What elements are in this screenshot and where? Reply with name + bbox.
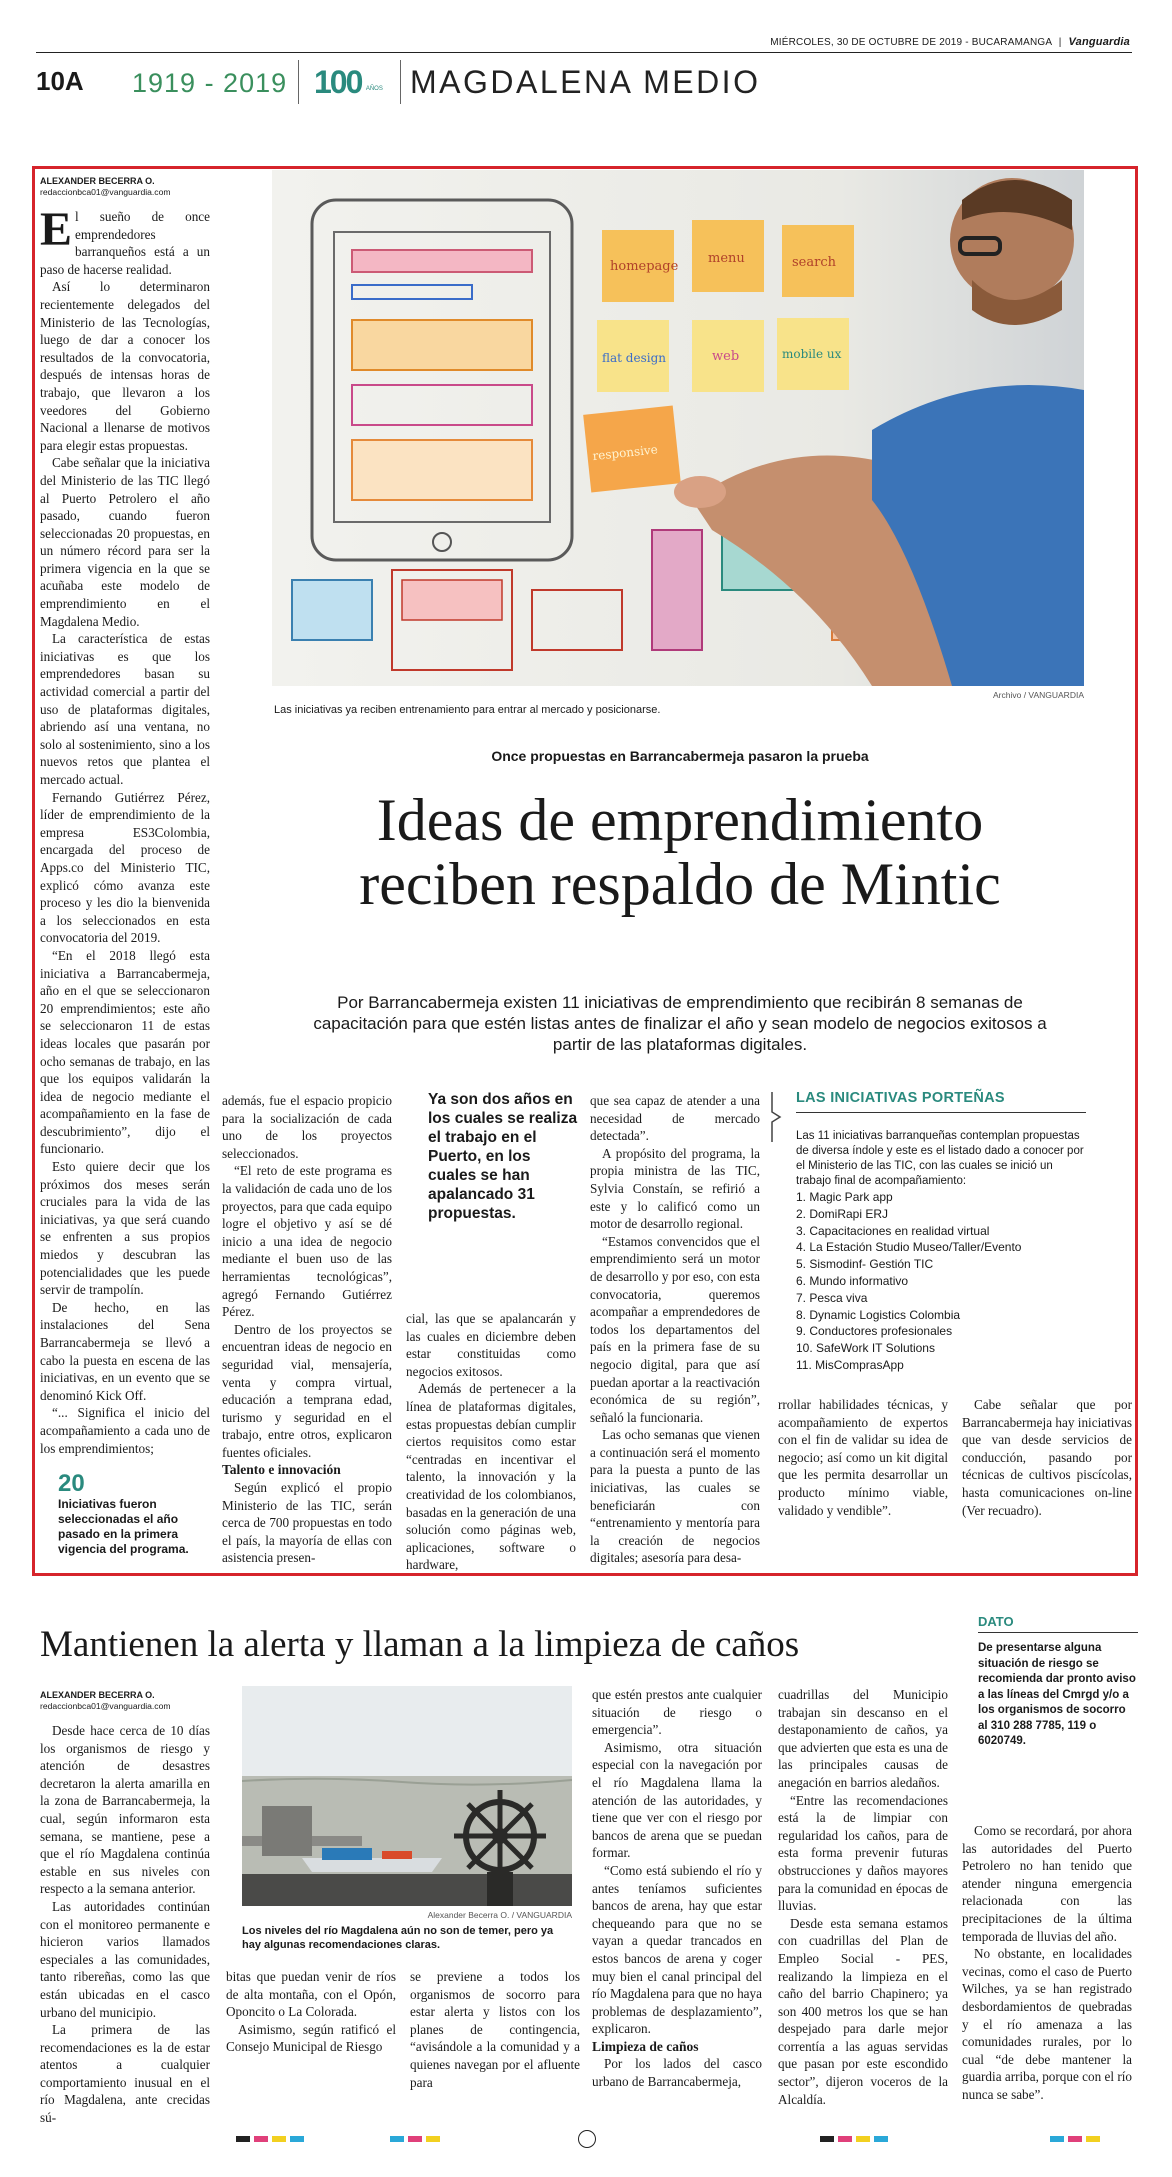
article1-photo <box>272 170 1084 686</box>
stat-number: 20 <box>58 1470 85 1497</box>
print-mark <box>1068 2136 1082 2142</box>
paragraph: Dentro de los proyectos se encuentran ideas de negocio en seguridad vial, mensajería, venta y compra virtual, educación a temprana edad, turismo y seguridad en el trabajo, entre otros, explicaron fuentes oficiales. <box>222 1321 392 1460</box>
article2-byline <box>40 1690 240 1712</box>
paragraph: Las ocho semanas que vienen a continuación será el momento para la puesta a punto de las iniciativas, las cuales se beneficiarán con “entrenamiento y mentoría para la creación de negocios digitales; asesoría para desa- <box>590 1427 760 1566</box>
sticky-note-text: web <box>712 349 740 364</box>
paragraph: que estén prestos ante cualquier situación de riesgo o emergencia”. <box>592 1687 762 1738</box>
sticky-note-text: mobile ux <box>782 347 842 361</box>
paragraph: “Entre las recomendaciones está la de limpiar con regularidad los caños, para de esta forma prevenir futuras obstrucciones y daños mayores para la comunidad en épocas de lluvias. <box>778 1792 948 1914</box>
paragraph: Además de pertenecer a la línea de plataformas digitales, estas propuestas debían cumplir ciertos requisitos como estar “centradas en incentivar el talento, la innovación y la creatividad de los colombianos, basadas en la generación de una solución como páginas web, aplicaciones, software o hardware, <box>406 1381 576 1573</box>
article1-col4 <box>590 1092 760 1567</box>
article2-photo-caption: Los niveles del río Magdalena aún no son de temer, pero ya hay algunas recomendaciones claras. <box>242 1925 554 1951</box>
paragraph: Asimismo, otra situación especial con la navegación por el río Magdalena llama la atención de las autoridades, y tiene que ver con el riesgo por bancos de arena que se puedan formar. <box>592 1739 762 1861</box>
brand-name: Vanguardia <box>1068 36 1130 48</box>
paragraph: “El reto de este programa es la validación de cada uno de los proyectos, para que cada equipo logre el objetivo y así se dé inicio a una idea de negocio mediante el buen uso de las herramientas tecnológicas”, agregó Fernando Gutiérrez Pérez. <box>222 1163 392 1320</box>
print-mark <box>820 2136 834 2142</box>
article1-col6 <box>962 1396 1132 1519</box>
paragraph: l sueño de once emprendedores barranqueños está a un paso de hacerse realidad. <box>40 209 210 277</box>
article2-col3 <box>410 1968 580 2091</box>
box-bracket-icon <box>766 1090 786 1144</box>
print-mark <box>254 2136 268 2142</box>
article2-col6 <box>962 1822 1132 2104</box>
photo-caption: Las iniciativas ya reciben entrenamiento para entrar al mercado y posicionarse. <box>274 704 661 716</box>
masthead-divider <box>298 60 299 104</box>
paragraph: A propósito del programa, la propia ministra de las TIC, Sylvia Constaín, se refirió a este y lo calificó como un motor de desarrollo regional. <box>590 1145 760 1232</box>
print-mark <box>290 2136 304 2142</box>
article2-col5 <box>778 1686 948 2108</box>
sticky-note-text: responsive <box>591 442 659 464</box>
river-photo-illustration <box>242 1686 572 1906</box>
headline-line-2: reciben respaldo de Mintic <box>359 851 1001 917</box>
list-item: 5. Sismodinf- Gestión TIC <box>796 1257 934 1272</box>
paragraph: que sea capaz de atender a una necesidad de mercado detectada”. <box>590 1093 760 1144</box>
paragraph: Desde hace cerca de 10 días los organismos de riesgo y atención de desastres decretaron la alerta amarilla en la zona de Barrancabermeja, la cual, según informaron esta semana, se mantiene, pese a que el río Magdalena continúa estable en sus niveles con respecto a la semana anterior. <box>40 1723 210 1897</box>
anniversary-small: AÑOS <box>365 85 383 92</box>
drop-cap: E <box>40 203 73 256</box>
article2-col2 <box>226 1968 396 2056</box>
paragraph: Según explicó el propio Ministerio de las TIC, serán cerca de 700 propuestas en todo el país, la mayoría de ellas con asistencia presen- <box>222 1480 392 1566</box>
lead-paragraph: Por Barrancabermeja existen 11 iniciativas de emprendimiento que recibirán 8 semanas de capacitación para que estén listas antes de finalizar el año y sean modelo de negocios exitosos a partir de las plataformas digitales. <box>313 993 1047 1054</box>
registration-mark-icon <box>578 2130 596 2148</box>
list-item: 6. Mundo informativo <box>796 1273 909 1288</box>
list-item: 4. La Estación Studio Museo/Taller/Evento <box>796 1240 1022 1255</box>
article1-col2 <box>222 1092 392 1567</box>
dato-title: DATO <box>978 1614 1138 1633</box>
paragraph: “Como está subiendo el río y antes teníamos suficientes bancos de arena, hay que estar chequeando para que no se vayan a quedar trancados en estos bancos de arena y coger muy bien el canal principal del río Magdalena para que no haya problemas de desplazamiento”, explicaron. <box>592 1862 762 2037</box>
print-mark <box>856 2136 870 2142</box>
masthead-divider-2 <box>400 60 401 104</box>
paragraph: bitas que puedan venir de ríos de alta montaña, con el Opón, Oponcito o La Colorada. <box>226 1969 396 2020</box>
page-number: 10A <box>36 66 84 96</box>
sticky-note-text: search <box>792 255 836 270</box>
paragraph: rrollar habilidades técnicas, y acompañamiento de expertos con el fin de validar su idea de negocio; así como un kit digital que les permita desarrollar un producto mínimo viable, validado y vendible”. <box>778 1397 948 1518</box>
paragraph: Así lo determinaron recientemente delegados del Ministerio de las Tecnologías, luego de dar a conocer los resultados de la convocatoria, después de intensas horas de trabajo, que llevaron a los veedores del Gobierno Nacional a llenarse de motivos para elegir estas propuestas. <box>40 279 210 453</box>
print-mark <box>236 2136 250 2142</box>
paragraph: Asimismo, según ratificó el Consejo Municipal de Riesgo <box>226 2021 396 2055</box>
stat-text: Iniciativas fueron seleccionadas el año pasado en la primera vigencia del programa. <box>58 1497 189 1556</box>
byline-name: ALEXANDER BECERRA O. <box>40 176 155 186</box>
headline <box>240 788 1120 916</box>
dato-box <box>978 1614 1138 1750</box>
paragraph: De hecho, en las instalaciones del Sena Barrancabermeja se llevó a cabo la puesta en escena de las iniciativas, en un evento que se denominó Kick Off. <box>40 1299 210 1403</box>
paragraph: además, fue el espacio propicio para la socialización de cada uno de los proyectos seleccionados. <box>222 1093 392 1161</box>
byline-email: redaccionbca01@vanguardia.com <box>40 187 171 197</box>
article2-col1 <box>40 1722 210 2127</box>
paragraph: cuadrillas del Municipio trabajan sin descanso en el destaponamiento de caños, ya que advierten que esta es una de las principales causas de anegación en barrios aledaños. <box>778 1687 948 1790</box>
print-mark <box>1050 2136 1064 2142</box>
initiatives-box <box>796 1090 1086 1374</box>
paragraph: Como se recordará, por ahora las autoridades del Puerto Petrolero no han tenido que atender ninguna emergencia relacionada con las precipitaciones de la última temporada de lluvias del año. <box>962 1823 1132 1944</box>
print-mark <box>874 2136 888 2142</box>
initiatives-list <box>796 1189 1086 1374</box>
paragraph: cial, las que se apalancarán y las cuales en diciembre deben estar constituidas como negocios exitosos. <box>406 1311 576 1379</box>
print-mark <box>272 2136 286 2142</box>
article2-photo <box>242 1686 572 1906</box>
kicker: Once propuestas en Barrancabermeja pasaron la prueba <box>491 748 869 764</box>
list-item: 8. Dynamic Logistics Colombia <box>796 1307 961 1322</box>
print-mark <box>838 2136 852 2142</box>
paragraph: “... Significa el inicio del acompañamiento a cada uno de los emprendimientos; <box>40 1405 210 1456</box>
print-mark <box>1086 2136 1100 2142</box>
dato-text: De presentarse alguna situación de riesgo se recomienda dar pronto aviso a las líneas del Cmrgd y/o a los organismos de socorro al 310 288 7785, 119 o 6020749. <box>978 1642 1136 1747</box>
photo-illustration <box>272 170 1084 686</box>
box-title: LAS INICIATIVAS PORTEÑAS <box>796 1090 1086 1113</box>
anniversary-number: 100 <box>314 64 362 100</box>
paragraph: Fernando Gutiérrez Pérez, líder de emprendimiento de la empresa ES3Colombia, encargada del proceso de Apps.co del Ministerio TIC, explicó cómo avanza este proceso y les dio la bienvenida a los seleccionados en esta convocatoria del 2019. <box>40 789 210 946</box>
dateline-text: MIÉRCOLES, 30 DE OCTUBRE DE 2019 - BUCARAMANGA <box>770 37 1052 48</box>
paragraph: La primera de las recomendaciones es la de estar atentos a cualquier comportamiento inusual en el río Magdalena, ante crecidas sú- <box>40 2022 210 2126</box>
sticky-note-text: flat design <box>602 351 666 365</box>
byline-email: redaccionbca01@vanguardia.com <box>40 1701 171 1711</box>
article1-col3 <box>406 1310 576 1574</box>
paragraph: No obstante, en localidades vecinas, como el caso de Puerto Wilches, ya se han registrado desbordamientos de quebradas y el río amenaza a las comunidades rurales, por lo cual “de debe mantener la guardia arriba, porque con el río nunca se sabe”. <box>962 1946 1132 2102</box>
dateline: MIÉRCOLES, 30 DE OCTUBRE DE 2019 - BUCARAMANGA | Vanguardia <box>770 36 1130 48</box>
paragraph: La característica de estas iniciativas es que los emprendedores basan su actividad comercial a partir del uso de plataformas digitales, abriendo así una ventana, no solo al sostenimiento, sino a los nuevos retos que plantea el mercado actual. <box>40 631 210 787</box>
paragraph: se previene a todos los organismos de socorro para estar alerta y listos con los planes de contingencia, “avisándole a la comunidad y a quienes navegan por el afluente para <box>410 1969 580 2090</box>
paragraph: Cabe señalar que la iniciativa del Ministerio de las TIC llegó al Puerto Petrolero el año pasado, cuando fueron seleccionadas 20 propuestas, en un número récord para ser la primera vigencia en la que se acuñaba este modelo de emprendimiento en el Magdalena Medio. <box>40 455 210 629</box>
section-title: MAGDALENA MEDIO <box>410 64 761 100</box>
byline <box>40 176 210 198</box>
paragraph: Cabe señalar que por Barrancabermeja hay iniciativas que van desde servicios de conducción, pasando por técnicas de cultivos piscícolas, hasta comunicaciones on-line (Ver recuadro). <box>962 1397 1132 1518</box>
list-item: 1. Magic Park app <box>796 1190 893 1204</box>
list-item: 10. SafeWork IT Solutions <box>796 1341 935 1356</box>
sticky-note-text: homepage <box>610 259 679 274</box>
headline-line-1: Ideas de emprendimiento <box>376 787 984 853</box>
anniversary-logo <box>314 64 383 101</box>
sticky-note-text: menu <box>708 251 745 266</box>
list-item: 2. DomiRapi ERJ <box>796 1206 889 1221</box>
list-item: 9. Conductores profesionales <box>796 1324 953 1339</box>
article1-col5 <box>778 1396 948 1519</box>
list-item: 7. Pesca viva <box>796 1290 868 1305</box>
byline-name: ALEXANDER BECERRA O. <box>40 1690 155 1700</box>
subhead: Limpieza de caños <box>592 2038 699 2054</box>
print-mark <box>426 2136 440 2142</box>
pull-quote: Ya son dos años en los cuales se realiza el trabajo en el Puerto, en los cuales se han apalancado 31 propuestas. <box>428 1091 578 1222</box>
article2-photo-credit: Alexander Becerra O. / VANGUARDIA <box>427 1910 572 1920</box>
photo-credit: Archivo / VANGUARDIA <box>992 690 1084 700</box>
article2-col4 <box>592 1686 762 2091</box>
paragraph: “En el 2018 llegó esta iniciativa a Barrancabermeja, año en el que se seleccionaron 20 emprendimientos; este año se seleccionaron 11 de estas ideas locales que pasarán por ocho semanas de trabajo, en las que los equipos validarán la idea de negocio mediante el acompañamiento en la fase de descubrimiento”, dijo el funcionario. <box>40 947 210 1157</box>
stat-callout <box>58 1471 218 1557</box>
list-item: 11. MisComprasApp <box>796 1357 904 1372</box>
article1-col1 <box>40 203 210 1457</box>
paragraph: Desde esta semana estamos con cuadrillas del Plan de Empleo Social - PES, realizando la limpieza en el caño del barrio Chapinero; ya son 400 metros los que se han despejado para darle mejor correntía a las aguas servidas que pasan por este escondido sector”, dijeron voceros de la Alcaldía. <box>778 1915 948 2107</box>
article2-headline: Mantienen la alerta y llaman a la limpieza de caños <box>40 1624 800 1665</box>
subhead: Talento e innovación <box>222 1462 341 1478</box>
paragraph: “Estamos convencidos que el emprendimiento será un motor de desarrollo y por eso, con esta convocatoria, queremos acompañar a emprendedores de todos los departamentos del país en la primera fase de su negocio digital, para que así puedan aportar a la reactivación económica de su región”, señaló la funcionaria. <box>590 1233 760 1425</box>
years-label: 1919 - 2019 <box>132 68 288 98</box>
paragraph: Esto quiere decir que los próximos dos meses serán cruciales para la vida de las iniciativas, ya que será cuando se enfrenten a sus propios miedos y descubran las potencialidades que les puede servir de trampolín. <box>40 1159 210 1298</box>
paragraph: Por los lados del casco urbano de Barrancabermeja, <box>592 2056 762 2090</box>
masthead-rule <box>36 52 1132 53</box>
paragraph: Las autoridades continúan con el monitoreo permanente e hicieron varios llamados especiales a las comunidades, tanto ribereñas, como las que están ubicadas en el casco urbano del municipio. <box>40 1898 210 2020</box>
list-item: 3. Capacitaciones en realidad virtual <box>796 1223 990 1238</box>
box-intro: Las 11 iniciativas barranqueñas contemplan propuestas de diversa índole y este es el listado dado a conocer por el Ministerio de las TIC, con las cuales se inició un trabajo final de acompañamiento: <box>796 1130 1084 1187</box>
print-mark <box>390 2136 404 2142</box>
print-mark <box>408 2136 422 2142</box>
